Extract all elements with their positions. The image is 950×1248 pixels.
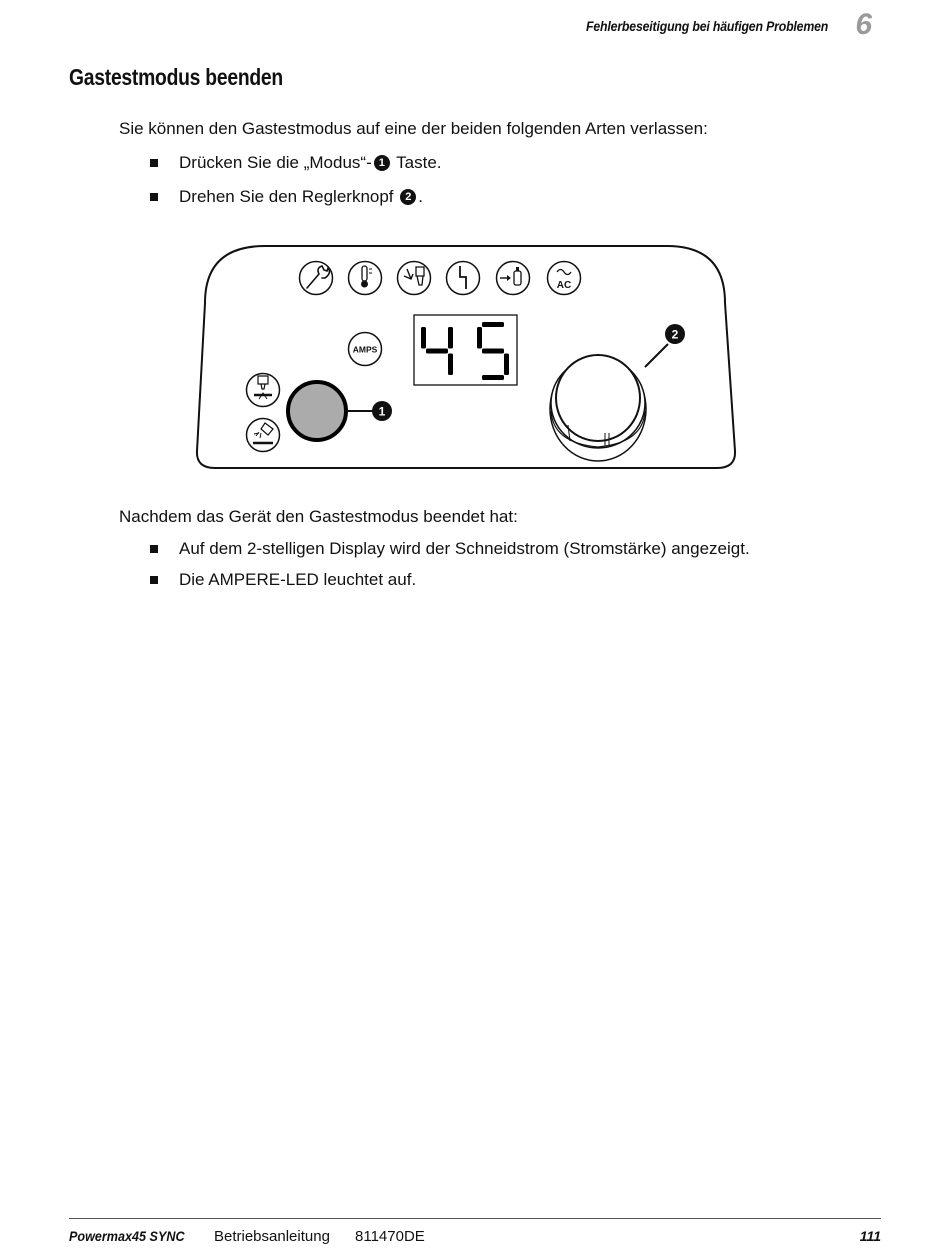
footer-document-type: Betriebsanleitung	[214, 1228, 330, 1245]
list-item-text: Auf dem 2-stelligen Display wird der Schneidstrom (Stromstärke) angezeigt.	[179, 539, 750, 558]
result-paragraph: Nachdem das Gerät den Gastestmodus beendet hat:	[119, 507, 518, 526]
display-segment	[448, 327, 453, 349]
list-item	[150, 570, 416, 590]
amps-indicator	[349, 333, 382, 366]
two-digit-display	[414, 315, 517, 385]
display-segment	[482, 349, 504, 354]
page-number: 111	[859, 1228, 881, 1244]
list-item-text: Drehen Sie den Reglerknopf 2 .	[179, 187, 423, 206]
front-panel-figure	[195, 243, 737, 472]
bullet-square-icon	[150, 159, 158, 167]
bullet-square-icon	[150, 545, 158, 553]
svg-text:1: 1	[378, 404, 386, 419]
display-segment	[426, 349, 448, 354]
display-segment	[448, 354, 453, 376]
ac-power-icon	[548, 262, 581, 295]
display-segment	[477, 327, 482, 349]
gouging-mode-icon	[247, 419, 280, 452]
torch-parts-icon	[398, 262, 431, 295]
svg-text:2: 2	[671, 327, 679, 342]
ac-label: AC	[556, 280, 572, 291]
chapter-number: 6	[855, 8, 872, 41]
callout-1-badge	[372, 401, 392, 421]
footer-product-name: Powermax45 SYNC	[69, 1228, 185, 1244]
thermometer-icon	[349, 262, 382, 295]
list-item	[150, 539, 750, 559]
intro-paragraph: Sie können den Gastestmodus auf eine der beiden folgenden Arten verlassen:	[119, 119, 708, 138]
callout-badge: 1	[374, 155, 390, 171]
list-item	[150, 153, 442, 173]
list-item-text: Die AMPERE-LED leuchtet auf.	[179, 570, 417, 589]
running-header-title: Fehlerbeseitigung bei häufigen Problemen	[585, 18, 828, 34]
section-heading: Gastestmodus beenden	[69, 64, 283, 90]
callout-2-badge	[665, 324, 685, 344]
amps-label: AMPS	[352, 344, 378, 355]
bullet-square-icon	[150, 193, 158, 201]
display-segment	[482, 322, 504, 327]
list-item-text: Drücken Sie die „Modus“- 1 Taste.	[179, 153, 442, 172]
adjustment-knob[interactable]	[550, 355, 646, 461]
footer-divider	[69, 1218, 881, 1219]
wrench-icon	[300, 262, 333, 295]
callout-badge: 2	[400, 189, 416, 205]
gas-pressure-icon	[497, 262, 530, 295]
display-segment	[421, 327, 426, 349]
bullet-square-icon	[150, 576, 158, 584]
fault-icon	[447, 262, 480, 295]
display-segment	[482, 375, 504, 380]
footer-document-code: 811470DE	[355, 1228, 425, 1245]
display-segment	[504, 354, 509, 376]
mode-button[interactable]	[288, 382, 346, 440]
list-item	[150, 187, 423, 207]
cutting-mode-icon	[247, 374, 280, 407]
